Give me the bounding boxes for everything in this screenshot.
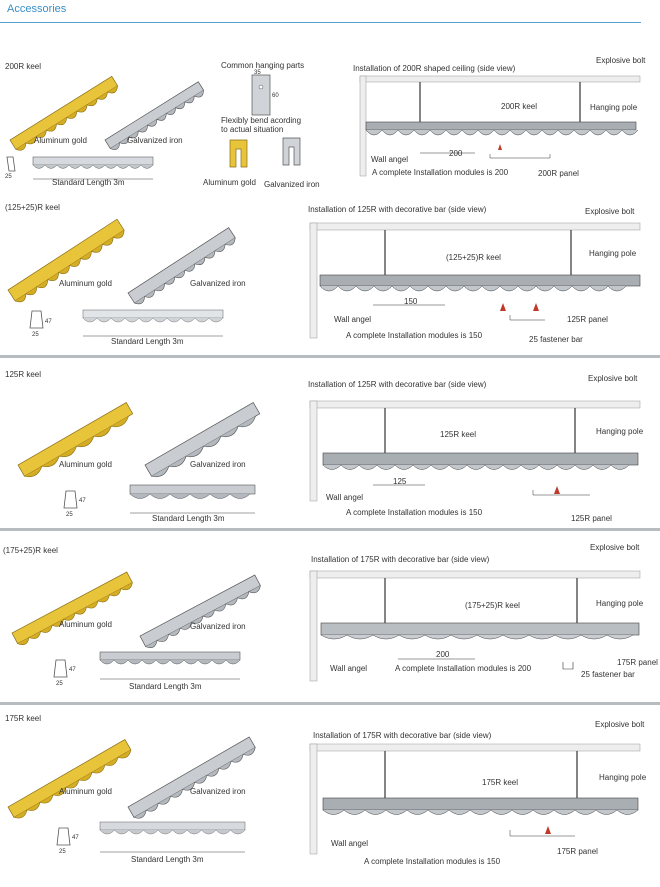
section-divider: [0, 702, 660, 705]
hanger-gold-label: Aluminum gold: [203, 178, 256, 187]
section-title: (125+25)R keel: [5, 203, 60, 212]
explosive-bolt-label: Explosive bolt: [590, 543, 640, 552]
section-title: 125R keel: [5, 370, 42, 379]
keel-label: 125R keel: [440, 430, 477, 439]
profile-icon: [62, 488, 102, 518]
spacing-label: 125: [393, 477, 407, 486]
wall-angel-label: Wall angel: [331, 839, 369, 848]
profile-icon: [28, 308, 68, 338]
section-title: 200R keel: [5, 62, 42, 71]
galvanized-iron-label: Galvanized iron: [127, 136, 183, 145]
hanging-pole-label: Hanging pole: [589, 249, 637, 258]
keel-illustration: [0, 725, 260, 820]
profile-icon: [55, 825, 95, 855]
keel-label: (125+25)R keel: [446, 253, 501, 262]
aluminum-gold-label: Aluminum gold: [59, 279, 112, 288]
hanging-note-1: Flexibly bend acording: [221, 116, 302, 125]
svg-text:25: 25: [32, 332, 39, 338]
module-label: A complete Installation modules is 200: [372, 168, 509, 177]
aluminum-gold-label: Aluminum gold: [59, 620, 112, 629]
aluminum-gold-label: Aluminum gold: [59, 787, 112, 796]
diagram-title: Installation of 125R with decorative bar (side view): [308, 205, 487, 214]
standard-length-label: Standard Length 3m: [111, 337, 184, 346]
diagram-title: Installation of 125R with decorative bar (side view): [308, 380, 487, 389]
wall-angel-label: Wall angel: [326, 493, 364, 502]
keel-label: 175R keel: [482, 778, 519, 787]
svg-text:47: 47: [69, 667, 76, 673]
svg-text:25: 25: [66, 512, 73, 518]
module-label: A complete Installation modules is 200: [395, 664, 532, 673]
galvanized-iron-label: Galvanized iron: [190, 787, 246, 796]
svg-text:25: 25: [56, 681, 63, 687]
keel-illustration: [0, 80, 200, 210]
panel-label: 200R panel: [538, 169, 579, 178]
spacing-label: 200: [449, 149, 463, 158]
svg-text:47: 47: [72, 835, 79, 841]
explosive-bolt-label: Explosive bolt: [595, 720, 645, 729]
module-label: A complete Installation modules is 150: [346, 508, 483, 517]
panel-label: 125R panel: [567, 315, 608, 324]
svg-text:60: 60: [272, 93, 279, 99]
iron-hanger: [280, 135, 310, 171]
aluminum-gold-label: Aluminum gold: [59, 460, 112, 469]
installation-diagram: [305, 395, 645, 525]
standard-length-label: Standard Length 3m: [152, 514, 225, 523]
module-label: A complete Installation modules is 150: [364, 857, 501, 866]
spacing-label: 200: [436, 650, 450, 659]
hanging-pole-label: Hanging pole: [596, 427, 644, 436]
explosive-bolt-label: Explosive bolt: [585, 207, 635, 216]
keel-label: (175+25)R keel: [465, 601, 520, 610]
panel-label: 175R panel: [557, 847, 598, 856]
hanging-parts-title: Common hanging parts: [221, 61, 305, 70]
svg-text:25: 25: [59, 849, 66, 855]
hanging-pole-label: Hanging pole: [596, 599, 644, 608]
hanging-pole-label: Hanging pole: [590, 103, 638, 112]
panel-label: 175R panel: [617, 658, 658, 667]
spacing-label: 150: [404, 297, 418, 306]
fastener-bar-label: 25 fastener bar: [581, 670, 635, 679]
fastener-bar-label: 25 fastener bar: [529, 335, 583, 344]
diagram-title: Installation of 175R with decorative bar (side view): [311, 555, 490, 564]
wall-angel-label: Wall angel: [334, 315, 372, 324]
module-label: A complete Installation modules is 150: [346, 331, 483, 340]
keel-label: 200R keel: [501, 102, 538, 111]
section-divider: [0, 528, 660, 531]
hanger-iron-label: Galvanized iron: [264, 180, 320, 189]
dim-width: 25: [5, 174, 12, 180]
section-title: (175+25)R keel: [3, 546, 58, 555]
diagram-title: Installation of 175R with decorative bar (side view): [313, 731, 492, 740]
svg-text:35: 35: [254, 70, 261, 76]
explosive-bolt-label: Explosive bolt: [596, 56, 646, 65]
hanging-note-2: to actual situation: [221, 125, 284, 134]
aluminum-gold-label: Aluminum gold: [34, 136, 87, 145]
galvanized-iron-label: Galvanized iron: [190, 279, 246, 288]
profile-icon: [5, 153, 35, 178]
diagram-title: Installation of 200R shaped ceiling (side view): [353, 64, 516, 73]
section-200r: [0, 0, 660, 200]
standard-length-label: Standard Length 3m: [131, 855, 204, 864]
svg-text:47: 47: [45, 319, 52, 325]
panel-label: 125R panel: [571, 514, 612, 523]
page-title: Accessories: [7, 3, 67, 15]
profile-icon: [52, 657, 92, 687]
standard-length-label: Standard Length 3m: [129, 682, 202, 691]
hanging-part-plate: [250, 70, 280, 119]
wall-angel-label: Wall angel: [371, 155, 409, 164]
wall-angel-label: Wall angel: [330, 664, 368, 673]
keel-illustration: [0, 385, 260, 495]
section-title: 175R keel: [5, 714, 42, 723]
galvanized-iron-label: Galvanized iron: [190, 460, 246, 469]
galvanized-iron-label: Galvanized iron: [190, 622, 246, 631]
svg-text:47: 47: [79, 498, 86, 504]
keel-illustration: [0, 558, 260, 648]
standard-length-label: Standard Length 3m: [52, 178, 125, 187]
gold-hanger: [227, 137, 257, 173]
hanging-pole-label: Hanging pole: [599, 773, 647, 782]
section-divider: [0, 355, 660, 358]
explosive-bolt-label: Explosive bolt: [588, 374, 638, 383]
